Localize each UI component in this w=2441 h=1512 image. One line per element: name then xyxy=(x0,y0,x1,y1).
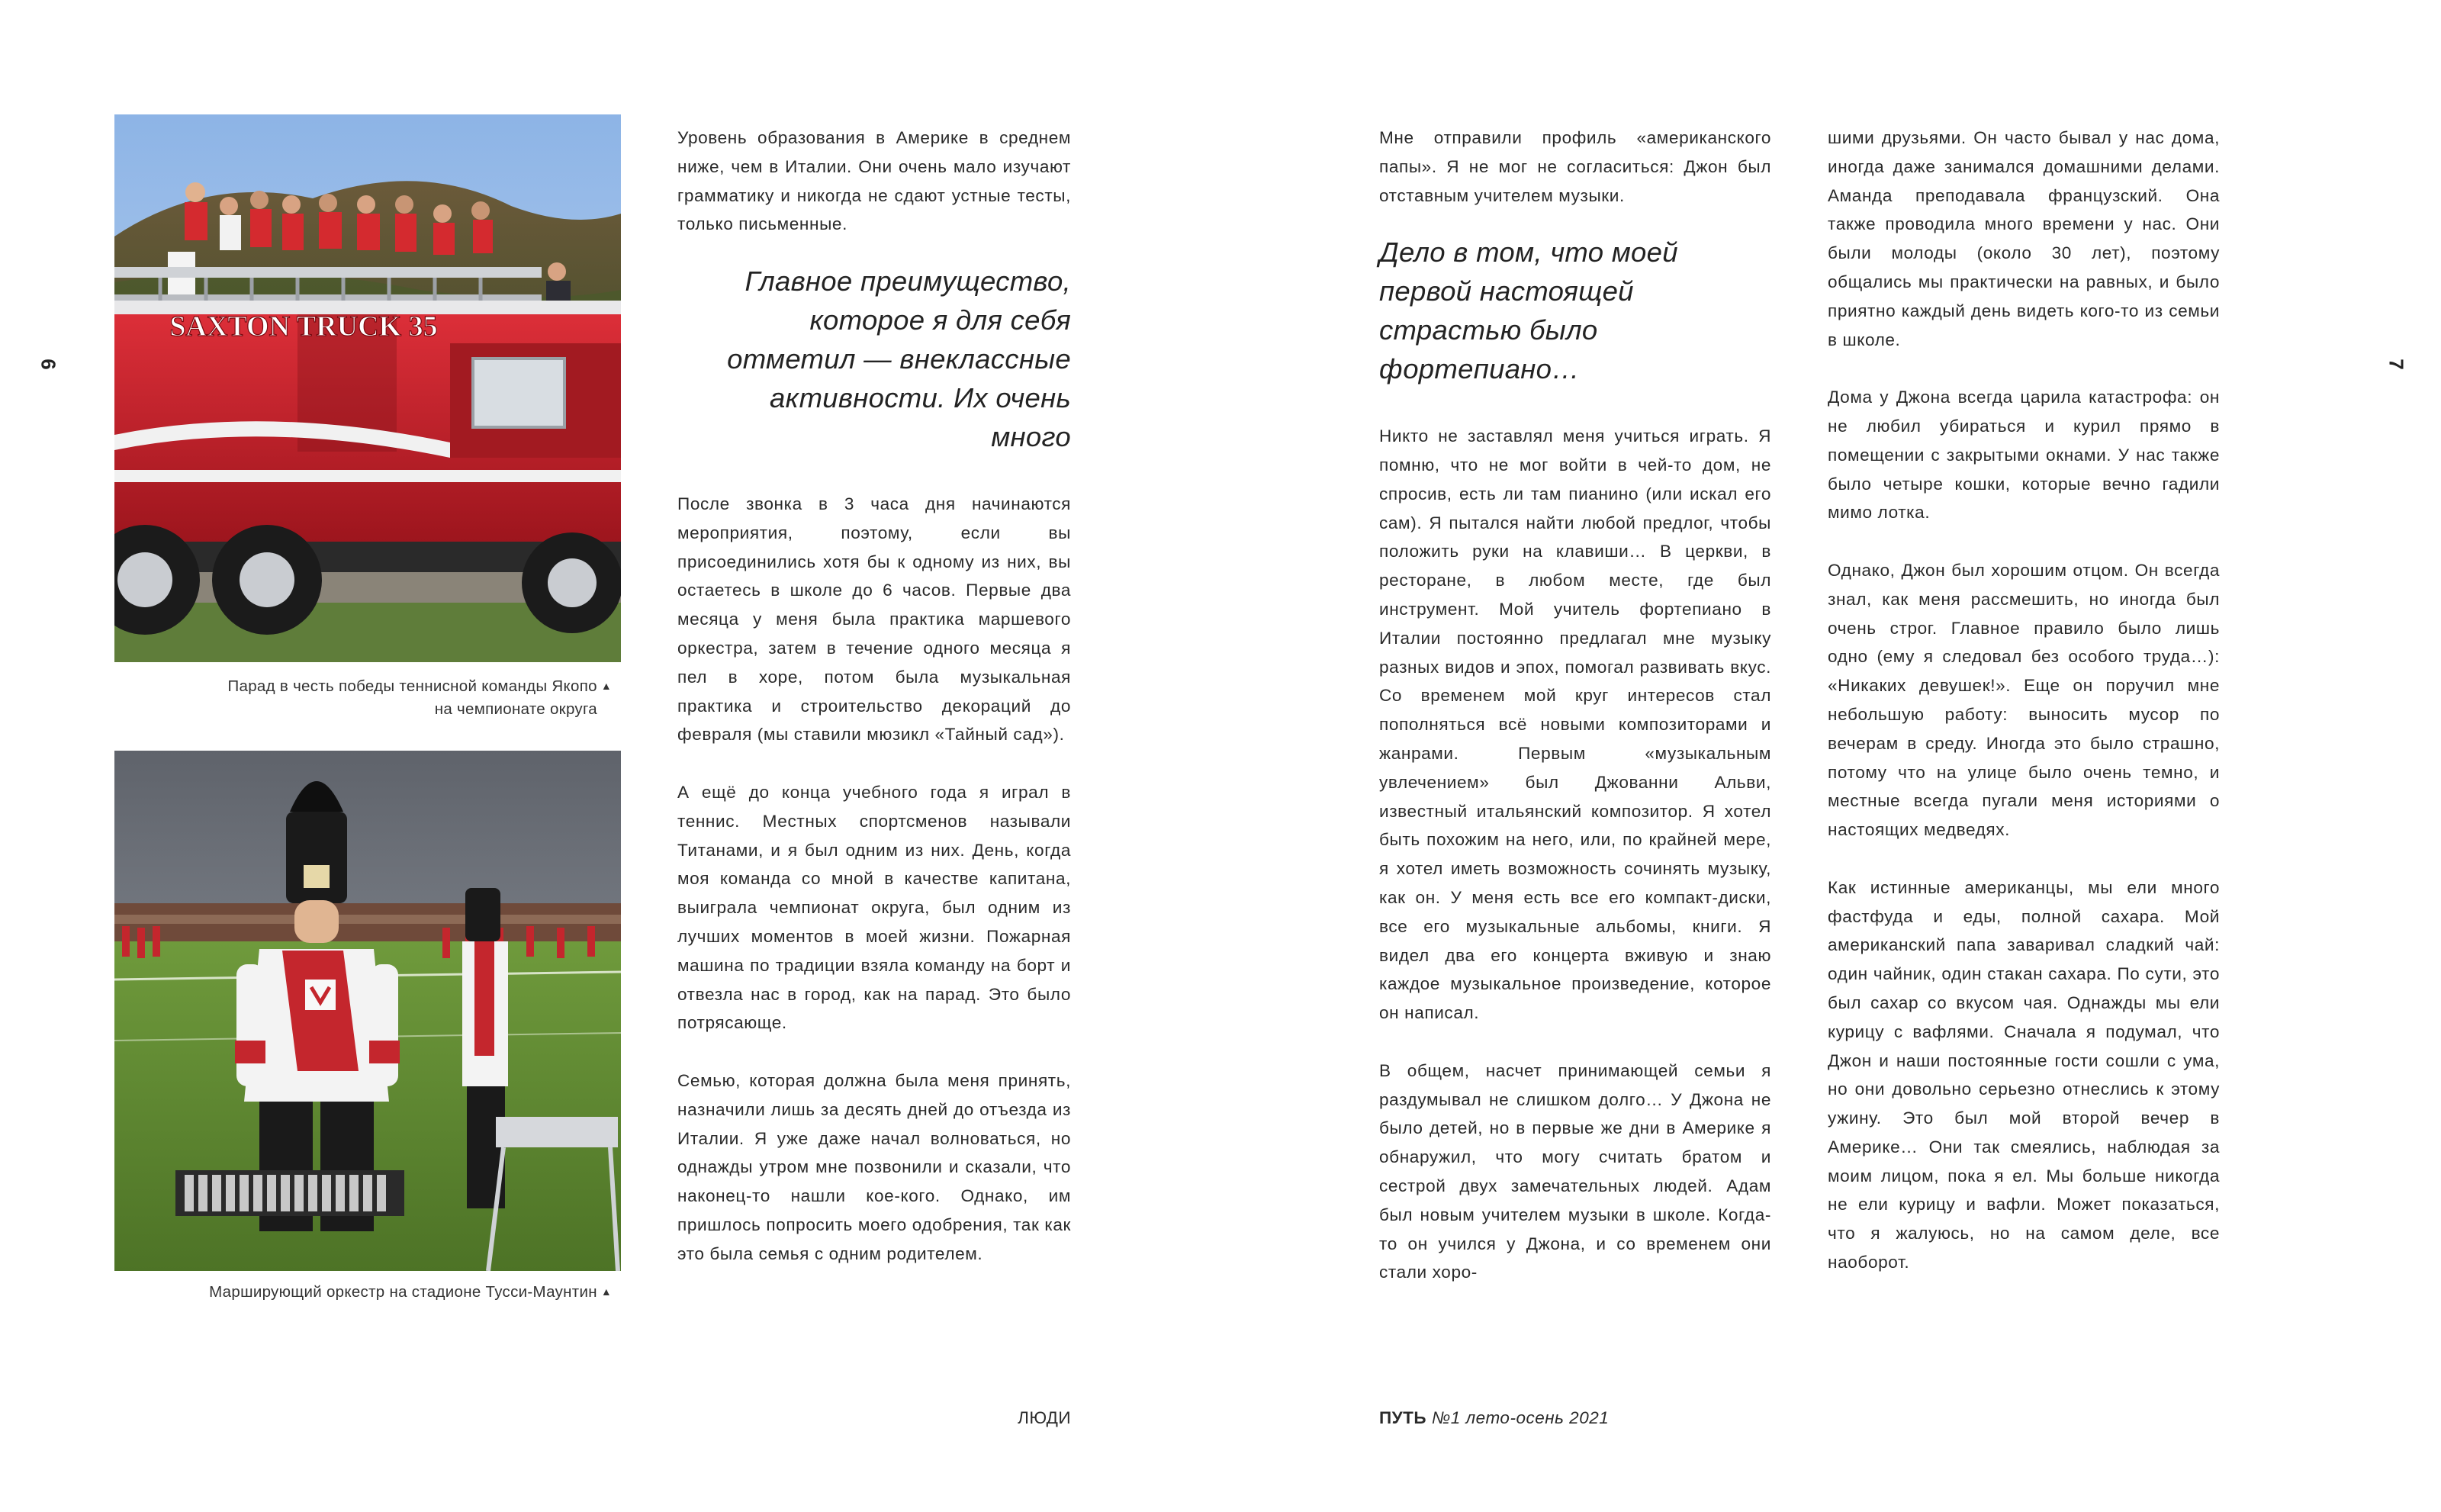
section-footer: ЛЮДИ xyxy=(1018,1408,1071,1427)
pull-quote: Главное преимущество, которое я для себя отметил — внеклассные активности. Их очень много xyxy=(727,265,1071,452)
paragraph: Никто не заставлял меня учиться играть. Я помню, что не мог войти в чей-то дом, не спросив, есть ли там пианино (или искал его сам). Я пытался найти любой предлог, чтобы положить руки на клавиши… В церкви, в ресторане, в любом месте, где был инструмент. Мой учитель фортепиано в Италии постоянно предлагал мне музыку разных видов и эпох, помогал развивать вкус. Со временем мой круг интересов стал пополняться всё новыми композиторами и жанрами. Первым «музыкальным увлечением» был Джованни Альви, известный итальянский композитор. Я хотел быть похожим на него, или, по крайней мере, я хотел иметь возможность сочинять музыку, как он. У меня есть все его компакт-диски, все его музыкальные альбомы, книги. Я видел два его концерта вживую и знаю каждое музыкальное произведение, которое он написал. xyxy=(1379,426,1771,1023)
issue-label: №1 лето-осень 2021 xyxy=(1431,1408,1610,1427)
paragraph: В общем, насчет принимающей семьи я раздумывал не слишком долго… У Джона не было детей, но в первые же дни в Америке я обнаружил, что могу считать братом и сестрой двух замечательных людей. Адам был новым учителем музыки в школе. Когда-то он учился у Джона, и со временем они стали хоро- xyxy=(1379,1060,1771,1282)
paragraph: После звонка в 3 часа дня начинаются мероприятия, поэтому, если вы присоединились хотя бы к одному из них, вы остаетесь в школе до 6 часов. Первые два месяца у меня была практика маршевого оркестра, затем в течение одного месяца я пел в хоре, потом была музыкальная практика и строительство декораций до февраля (мы ставили мюзикл «Тайный сад»). xyxy=(677,494,1071,745)
right-text-column-2 xyxy=(1828,124,2220,1277)
marching-band-photo xyxy=(114,751,621,1271)
paragraph: шими друзьями. Он часто бывал у нас дома, иногда даже занимался домашними делами. Аманда преподавала французский. Она также проводила много времени у нас. Они были молоды (около 30 лет), поэтому общались мы практически на равных, и было приятно каждый день видеть кого-то из семьи в школе. xyxy=(1828,128,2220,349)
paragraph: Однако, Джон был хорошим отцом. Он всегда знал, как меня рассмешить, но иногда был очень строг. Главное правило было лишь одно (ему я следовал без особого труда…): «Никаких девушек!». Еще он поручил мне небольшую работу: выносить мусор по вечерам в среду. Иногда это было страшно, потому что на улице было очень темно, и местные всегда пугали меня историями о настоящих медведях. xyxy=(1828,560,2220,840)
fire-truck-caption xyxy=(114,674,612,721)
fire-truck-photo xyxy=(114,114,621,662)
marching-band-caption-text: Марширующий оркестр на стадионе Тусси-Маунтин xyxy=(209,1283,597,1301)
paragraph: Семью, которая должна была меня принять, назначили лишь за десять дней до отъезда из Италии. Я уже даже начал волноваться, но однажды утром мне позвонили и сказали, что наконец-то нашли кое-кого. Однако, им пришлось попросить моего одобрения, так как это была семья с одним родителем. xyxy=(677,1070,1071,1263)
marching-band-caption xyxy=(114,1280,612,1304)
truck-lettering: SAXTON TRUCK 35 xyxy=(169,310,438,343)
paragraph: А ещё до конца учебного года я играл в теннис. Местных спортсменов называли Титанами, и я был одним из них. День, когда моя команда со мной в качестве капитана, выиграла чемпионат округа, был одним из лучших моментов в моей жизни. Пожарная машина по традиции взяла команду на борт и отвезла нас в город, как на парад. Это было потрясающе. xyxy=(677,782,1071,1033)
paragraph: Уровень образования в Америке в среднем ниже, чем в Италии. Они очень мало изучают грамматику и никогда не сдают устные тесты, только письменные. xyxy=(677,128,1071,234)
page-number-right: 7 xyxy=(2385,359,2408,370)
right-text-column-1 xyxy=(1379,124,1771,1287)
magazine-name: ПУТЬ xyxy=(1379,1408,1427,1427)
paragraph: Как истинные американцы, мы ели много фастфуда и еды, полной сахара. Мой американский папа заваривал сладкий чай: один чайник, один стакан сахара. По сути, это был сахар со вкусом чая. Однажды мы ели курицу с вафлями. Сначала я подумал, что Джон и наши постоянные гости сошли с ума, но они довольно серьезно отнеслись к этому ужину. Это был мой второй вечер в Америке… Они так смеялись, наблюдая за моим лицом, пока я ел. Мы больше никогда не ели курицу и вафли. Может показаться, что я жалуюсь, но на самом деле, все наоборот. xyxy=(1828,877,2220,1272)
fire-truck-caption-line1: Парад в честь победы теннисной команды Якопо xyxy=(227,677,597,695)
fire-truck-caption-line2: на чемпионате округа xyxy=(434,700,597,718)
caption-marker-icon: ▲ xyxy=(600,1285,612,1298)
magazine-footer xyxy=(1379,1408,1609,1428)
paragraph: Мне отправили профиль «американского папы». Я не мог не согласиться: Джон был отставным учителем музыки. xyxy=(1379,128,1771,205)
page-number-left: 6 xyxy=(37,359,60,370)
caption-marker-icon: ▲ xyxy=(600,680,612,692)
pull-quote: Дело в том, что моей первой настоящей страстью было фортепиано… xyxy=(1379,236,1678,385)
paragraph: Дома у Джона всегда царила катастрофа: он не любил убираться и курил прямо в помещении с закрытыми окнами. У нас также было четыре кошки, которые вечно гадили мимо лотка. xyxy=(1828,388,2220,523)
left-text-column xyxy=(677,124,1071,1269)
